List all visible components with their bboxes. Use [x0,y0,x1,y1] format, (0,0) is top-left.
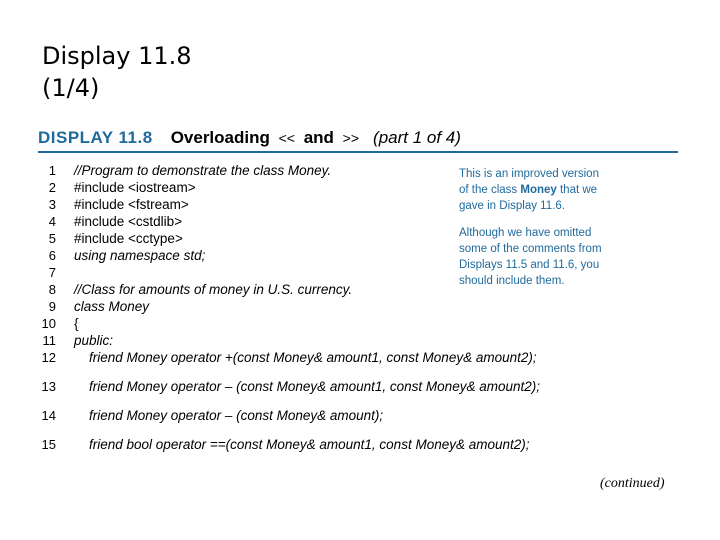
line-code: #include <cctype> [74,231,183,246]
display-title [171,128,363,148]
annotation-line [459,182,659,198]
line-number: 2 [48,180,56,195]
line-number: 7 [48,265,56,280]
line-number: 1 [48,163,56,178]
annotation-class-name: Money [520,184,557,196]
line-number: 15 [41,437,56,452]
line-number: 6 [48,248,56,263]
annotation-line: This is an improved version [459,168,599,180]
line-code: { [74,316,79,331]
line-number: 14 [41,408,56,423]
display-title-and: and [303,128,334,147]
line-number: 8 [48,282,56,297]
annotation-line: should include them. [459,275,565,287]
annotation-line: Although we have omitted [459,227,592,239]
display-label: DISPLAY 11.8 [38,128,153,147]
line-code: friend Money operator – (const Money& amount); [74,408,384,423]
annotation-text: of the class [459,184,521,196]
line-number: 13 [41,379,56,394]
line-code: friend Money operator – (const Money& amount1, const Money& amount2); [74,379,540,394]
line-number: 10 [41,316,56,331]
line-code: friend Money operator +(const Money& amount1, const Money& amount2); [74,350,537,365]
slide-title-line-1: Display 11.8 [42,42,192,70]
line-code: #include <fstream> [74,197,189,212]
annotation-line: Displays 11.5 and 11.6, you [459,259,600,271]
header-divider [38,151,678,153]
line-code: //Class for amounts of money in U.S. currency. [74,282,353,297]
annotation-line: gave in Display 11.6. [459,200,565,212]
line-code: class Money [74,299,150,314]
annotation-text: that we [556,184,598,196]
line-number: 11 [42,333,56,348]
continued-label: (continued) [600,476,665,491]
display-title-word: Overloading [170,128,270,147]
line-code: #include <cstdlib> [74,214,183,229]
line-code: public: [74,333,114,348]
line-number: 4 [48,214,56,229]
display-part-indicator: (part 1 of 4) [373,128,461,147]
insertion-operator-symbol: << [278,130,295,146]
line-code: using namespace std; [74,248,206,263]
display-header [38,128,678,152]
line-number: 9 [48,299,56,314]
extraction-operator-symbol: >> [342,130,360,146]
slide-title [42,40,192,104]
line-code: //Program to demonstrate the class Money. [74,163,332,178]
line-number: 5 [48,231,56,246]
line-code: #include <iostream> [74,180,196,195]
annotation-omitted-comments [459,225,659,289]
line-number: 12 [41,350,56,365]
annotation-improved-version [459,166,659,214]
annotation-line: some of the comments from [459,243,602,255]
line-code: friend bool operator ==(const Money& amount1, const Money& amount2); [74,437,530,452]
slide-title-line-2: (1/4) [42,74,100,102]
line-number: 3 [48,197,56,212]
